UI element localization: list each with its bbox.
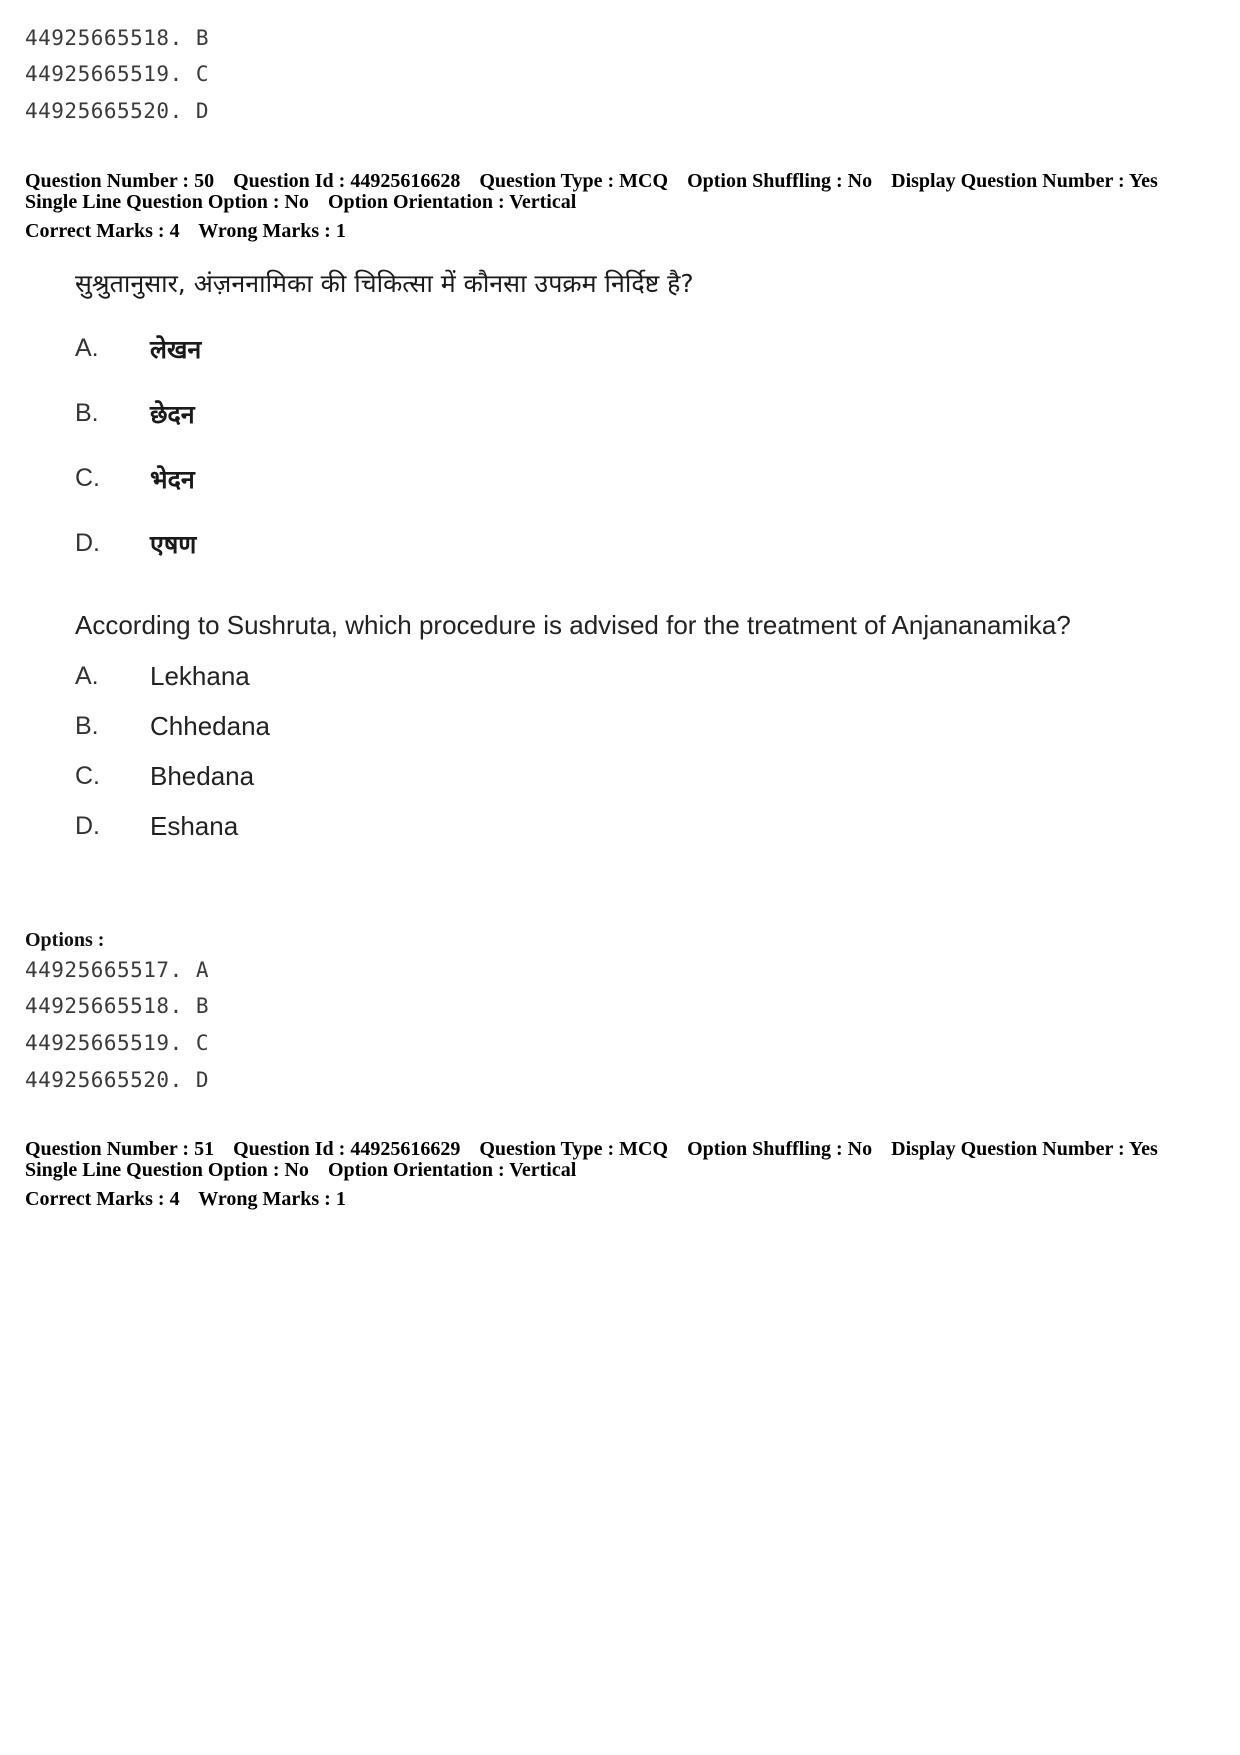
- q50-wrong-marks: Wrong Marks : 1: [198, 220, 346, 242]
- q50-option-text-b-hi: छेदन: [150, 400, 195, 429]
- q51-option-orientation: Option Orientation : Vertical: [327, 1159, 577, 1181]
- option-code-a: 44925665517. A: [25, 958, 210, 982]
- options-label: Options :: [25, 929, 105, 951]
- q50-option-text-a-hi: लेखन: [150, 335, 202, 364]
- prev-option-code-c: 44925665519. C: [25, 62, 210, 86]
- q51-question-type: Question Type : MCQ: [479, 1138, 669, 1160]
- q50-option-text-c-hi: भेदन: [150, 465, 195, 494]
- q50-question-type: Question Type : MCQ: [479, 170, 669, 192]
- q51-option-shuffling: Option Shuffling : No: [687, 1138, 873, 1160]
- q50-question-id: Question Id : 44925616628: [233, 170, 461, 192]
- q51-correct-marks: Correct Marks : 4: [25, 1188, 180, 1210]
- q51-meta-line-1: [25, 1139, 1172, 1160]
- q51-question-id: Question Id : 44925616629: [233, 1138, 461, 1160]
- q50-option-letter-b-en: B.: [75, 712, 99, 740]
- q50-question-number: Question Number : 50: [25, 170, 215, 192]
- prev-option-code-d: 44925665520. D: [25, 99, 210, 123]
- q50-option-letter-c-hi: C.: [75, 464, 100, 492]
- q50-display-question-number: Display Question Number : Yes: [891, 170, 1158, 192]
- option-code-c: 44925665519. C: [25, 1031, 210, 1055]
- q50-option-letter-a-hi: A.: [75, 334, 99, 362]
- q51-meta-line-3: [25, 1189, 360, 1210]
- option-code-d: 44925665520. D: [25, 1068, 210, 1092]
- q50-option-letter-c-en: C.: [75, 762, 100, 790]
- q50-option-text-d-hi: एषण: [150, 530, 197, 559]
- q50-option-letter-d-hi: D.: [75, 529, 100, 557]
- q50-option-text-d-en: Eshana: [150, 811, 239, 841]
- q50-option-orientation: Option Orientation : Vertical: [327, 191, 577, 213]
- q50-correct-marks: Correct Marks : 4: [25, 220, 180, 242]
- q51-single-line-option: Single Line Question Option : No: [25, 1159, 309, 1181]
- q50-option-letter-b-hi: B.: [75, 399, 99, 427]
- q50-option-text-a-en: Lekhana: [150, 661, 250, 691]
- q50-question-hindi: सुश्रुतानुसार, अंज़ननामिका की चिकित्सा में कौनसा उपक्रम निर्दिष्ट है?: [75, 269, 694, 298]
- q50-meta-line-1: [25, 171, 1172, 192]
- q50-single-line-option: Single Line Question Option : No: [25, 191, 309, 213]
- q50-option-shuffling: Option Shuffling : No: [687, 170, 873, 192]
- q51-question-number: Question Number : 51: [25, 1138, 215, 1160]
- q51-wrong-marks: Wrong Marks : 1: [198, 1188, 346, 1210]
- q50-option-text-c-en: Bhedana: [150, 761, 255, 791]
- option-code-b: 44925665518. B: [25, 994, 210, 1018]
- q51-display-question-number: Display Question Number : Yes: [891, 1138, 1158, 1160]
- q50-meta-line-3: [25, 221, 360, 242]
- q50-meta-line-2: [25, 192, 590, 213]
- q50-question-english: According to Sushruta, which procedure is advised for the treatment of Anjananamika?: [75, 610, 1071, 640]
- prev-option-code-b: 44925665518. B: [25, 26, 210, 50]
- q50-option-text-b-en: Chhedana: [150, 711, 270, 741]
- q51-meta-line-2: [25, 1160, 590, 1181]
- q50-option-letter-a-en: A.: [75, 662, 99, 690]
- q50-option-letter-d-en: D.: [75, 812, 100, 840]
